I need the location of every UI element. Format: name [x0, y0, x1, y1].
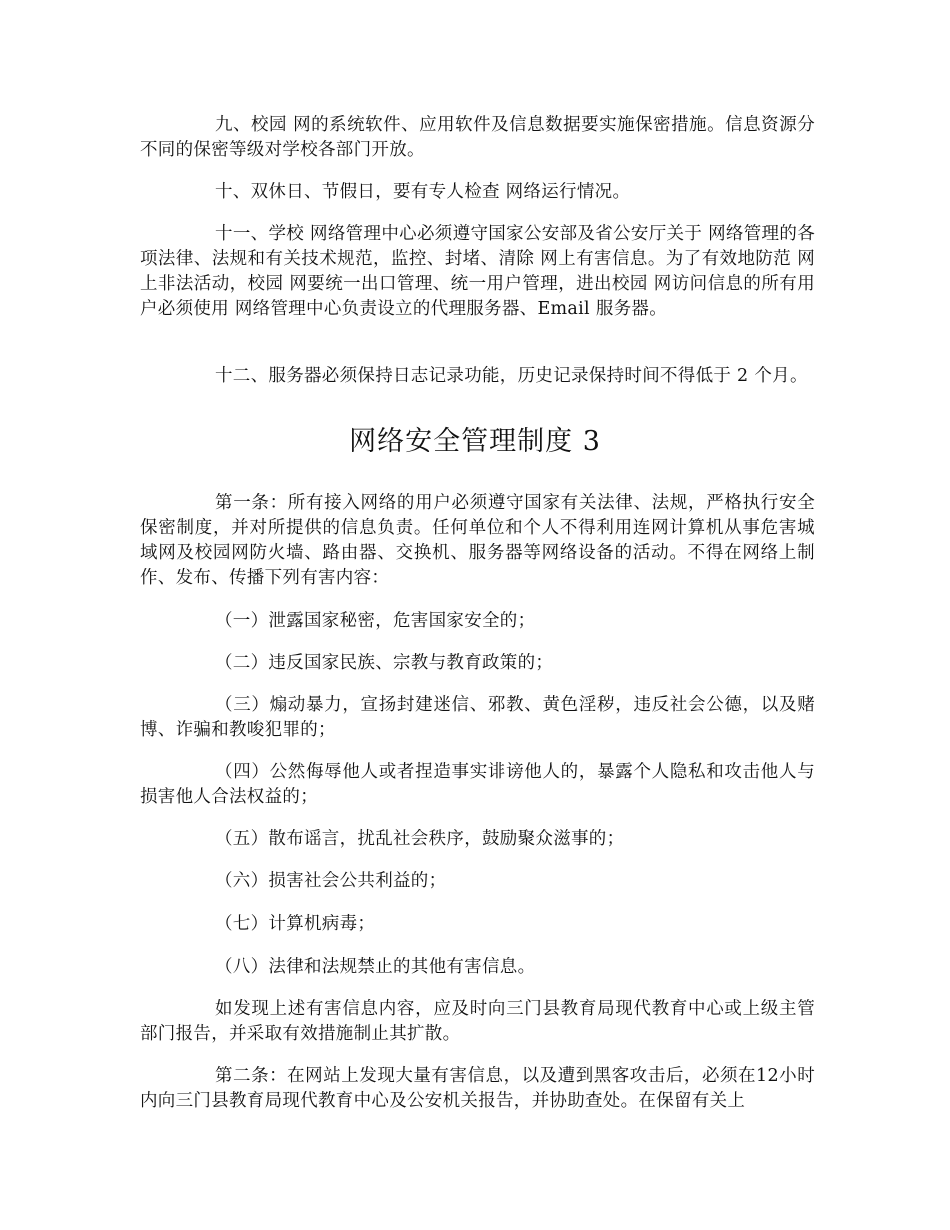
list-item-1: （一）泄露国家秘密，危害国家安全的； [215, 611, 536, 631]
list-item-8: （八）法律和法规禁止的其他有害信息。 [215, 957, 536, 977]
report-paragraph: 如发现上述有害信息内容，应及时向三门县教育局现代教育中心或上级主管部门报告，并采取有效措施制止其扩散。 [140, 999, 815, 1044]
paragraph-item-12: 十二、服务器必须保持日志记录功能，历史记录保持时间不得低于 2 个月。 [215, 366, 808, 386]
section-title: 网络安全管理制度 3 [349, 426, 601, 457]
article-1-paragraph: 第一条：所有接入网络的用户必须遵守国家有关法律、法规，严格执行安全保密制度，并对所提供的信息负责。任何单位和个人不得利用连网计算机从事危害城域网及校园网防火墙、路由器、交换机、服务器等网络设备的活动。不得在网络上制作、发布、传播下列有害内容： [140, 493, 815, 588]
paragraph-item-11: 十一、学校 网络管理中心必须遵守国家公安部及省公安厅关于 网络管理的各项法律、法规和有关技术规范，监控、封堵、清除 网上有害信息。为了有效地防范 网上非法活动，校园 网要统一出口管理、统一用户管理，进出校园 网访问信息的所有用户必须使用 网络管理中心负责设立的代理服务器、Email 服务器。 [140, 224, 815, 319]
list-item-2: （二）违反国家民族、宗教与教育政策的； [215, 653, 554, 673]
article-2-paragraph: 第二条：在网站上发现大量有害信息，以及遭到黑客攻击后，必须在12小时内向三门县教育局现代教育中心及公安机关报告，并协助查处。在保留有关上 [140, 1066, 815, 1111]
paragraph-item-10: 十、双休日、节假日，要有专人检查 网络运行情况。 [215, 182, 631, 202]
list-item-4: （四）公然侮辱他人或者捏造事实诽谤他人的，暴露个人隐私和攻击他人与损害他人合法权益的； [140, 762, 815, 807]
paragraph-item-9: 九、校园 网的系统软件、应用软件及信息数据要实施保密措施。信息资源分不同的保密等级对学校各部门开放。 [140, 115, 815, 160]
list-item-6: （六）损害社会公共利益的； [215, 871, 447, 891]
list-item-5: （五）散布谣言，扰乱社会秩序，鼓励聚众滋事的； [215, 829, 625, 849]
list-item-7: （七）计算机病毒； [215, 914, 376, 934]
list-item-3: （三）煽动暴力，宣扬封建迷信、邪教、黄色淫秽，违反社会公德，以及赌博、诈骗和教唆犯罪的； [140, 695, 815, 740]
